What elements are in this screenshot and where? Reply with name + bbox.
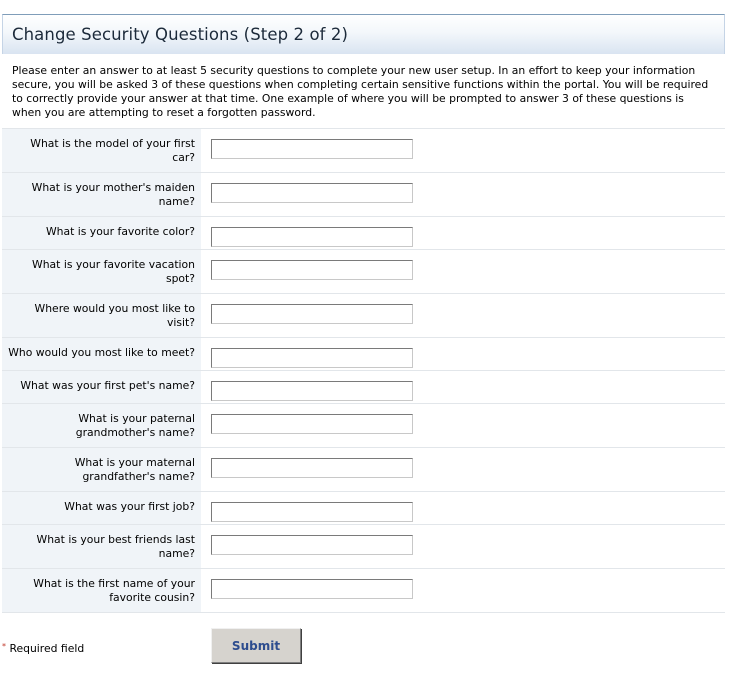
question-label: What is your mother's maiden name? [2, 173, 201, 217]
question-row [2, 371, 725, 404]
answer-input[interactable] [211, 260, 413, 280]
question-row [2, 404, 725, 448]
question-label: What is your paternal grandmother's name? [2, 404, 201, 448]
answer-input[interactable] [211, 139, 413, 159]
question-label: Where would you most like to visit? [2, 294, 201, 338]
question-label: What is your best friends last name? [2, 525, 201, 569]
answer-cell [201, 173, 725, 217]
panel-header [2, 14, 725, 54]
question-row [2, 294, 725, 338]
answer-input[interactable] [211, 535, 413, 555]
required-field-label: Required field [9, 642, 85, 655]
required-marker: * [2, 642, 6, 651]
answer-cell [201, 294, 725, 338]
question-row [2, 338, 725, 371]
answer-cell [201, 129, 725, 173]
question-row [2, 569, 725, 613]
answer-cell [201, 250, 725, 294]
page-title: Change Security Questions (Step 2 of 2) [12, 25, 349, 44]
question-row [2, 129, 725, 173]
question-row [2, 217, 725, 250]
answer-input[interactable] [211, 579, 413, 599]
question-label: What is the model of your first car? [2, 129, 201, 173]
answer-cell [201, 569, 725, 613]
answer-input[interactable] [211, 183, 413, 203]
answer-input[interactable] [211, 304, 413, 324]
intro-text: Please enter an answer to at least 5 security questions to complete your new user setup. In an effort to keep your information secure, you will be asked 3 of these questions when completing certain sensitive functions within the portal. You will be required to correctly provide your answer at that time. One example of where you will be prompted to answer 3 of these questions is when you are attempting to reset a forgotten password. [12, 64, 709, 119]
form-footer [2, 628, 725, 668]
question-label: What was your first job? [2, 492, 201, 525]
answer-input[interactable] [211, 227, 413, 247]
answer-cell [201, 338, 725, 371]
question-row [2, 173, 725, 217]
answer-input[interactable] [211, 381, 413, 401]
question-row [2, 448, 725, 492]
submit-button[interactable]: Submit [211, 628, 301, 663]
question-label: What is your favorite color? [2, 217, 201, 250]
questions-table [2, 128, 725, 613]
question-label: Who would you most like to meet? [2, 338, 201, 371]
answer-cell [201, 404, 725, 448]
answer-input[interactable] [211, 458, 413, 478]
question-label: What is your favorite vacation spot? [2, 250, 201, 294]
required-field-note [2, 642, 84, 655]
answer-cell [201, 525, 725, 569]
answer-cell [201, 217, 725, 250]
question-row [2, 525, 725, 569]
answer-input[interactable] [211, 502, 413, 522]
answer-input[interactable] [211, 414, 413, 434]
security-questions-panel [2, 14, 725, 613]
question-label: What is your maternal grandfather's name? [2, 448, 201, 492]
answer-cell [201, 448, 725, 492]
question-label: What was your first pet's name? [2, 371, 201, 404]
question-row [2, 492, 725, 525]
answer-input[interactable] [211, 348, 413, 368]
question-label: What is the first name of your favorite cousin? [2, 569, 201, 613]
question-row [2, 250, 725, 294]
answer-cell [201, 371, 725, 404]
answer-cell [201, 492, 725, 525]
